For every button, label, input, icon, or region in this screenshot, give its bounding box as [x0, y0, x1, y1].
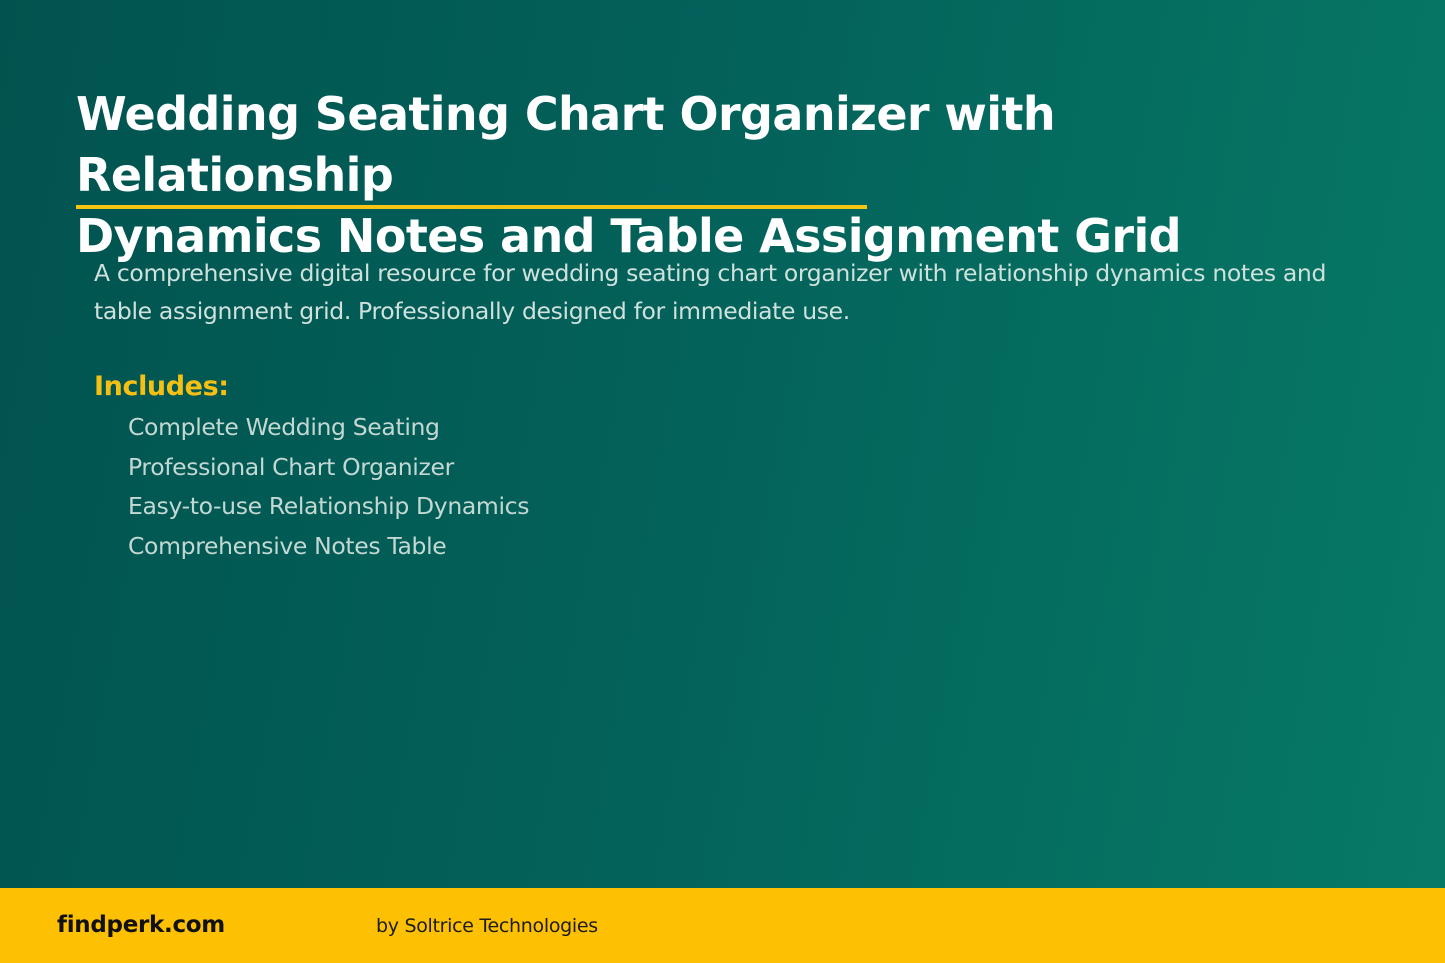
- title-underline: [76, 205, 867, 209]
- includes-heading: Includes:: [94, 371, 229, 402]
- footer-site-link[interactable]: findperk.com: [57, 912, 225, 938]
- description-line-2: table assignment grid. Professionally designed for immediate use.: [94, 297, 850, 325]
- list-item: Complete Wedding Seating: [128, 413, 440, 441]
- page-title: [76, 84, 1376, 267]
- includes-list: [128, 408, 529, 566]
- list-item: Comprehensive Notes Table: [128, 531, 447, 560]
- product-description: [94, 254, 1384, 330]
- footer-byline: by Soltrice Technologies: [376, 915, 598, 937]
- description-line-1: A comprehensive digital resource for wedding seating chart organizer with relationship dynamics notes and: [94, 259, 1327, 287]
- page-title-line-2: Dynamics Notes and Table Assignment Grid: [76, 209, 1181, 263]
- footer-bar: [0, 888, 1445, 963]
- list-item: Easy-to-use Relationship Dynamics: [128, 492, 530, 520]
- page-title-line-1: Wedding Seating Chart Organizer with Relationship: [76, 87, 1056, 202]
- list-item: Professional Chart Organizer: [128, 452, 454, 481]
